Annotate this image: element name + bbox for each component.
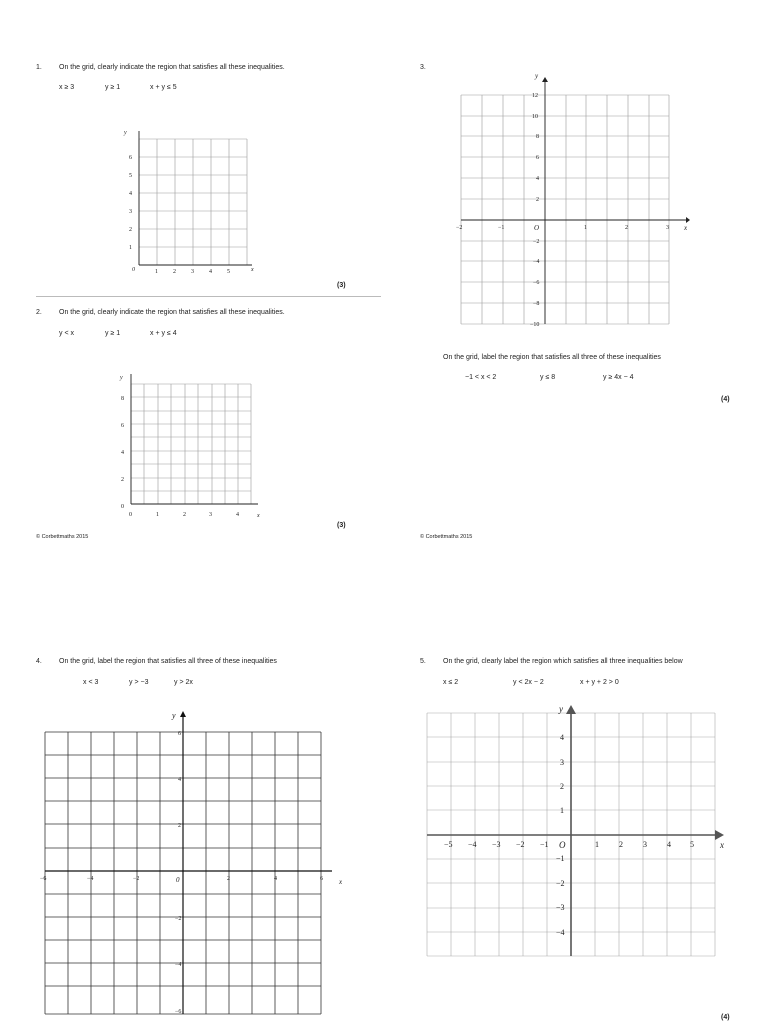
divider [36, 296, 381, 297]
q5-x-label: 3 [643, 840, 647, 849]
q3-y-label: 2 [536, 197, 539, 203]
q3-x-axis-label: x [684, 224, 688, 232]
q5-y-label: −1 [556, 854, 565, 863]
q4-x-label: 6 [320, 876, 323, 882]
q3-y-label: 8 [536, 134, 539, 140]
q3-marks: (4) [721, 396, 730, 403]
q5-x-label: −4 [468, 840, 477, 849]
q5-origin: O [559, 840, 566, 850]
q1-y-label: 3 [129, 209, 132, 215]
q3-inequality-1: −1 < x < 2 [465, 374, 497, 381]
q5-grid[interactable] [420, 700, 732, 962]
q4-instruction: On the grid, label the region that satisfies all three of these inequalities [59, 658, 277, 665]
q5-x-label: −3 [492, 840, 501, 849]
q2-y-label: 2 [121, 477, 124, 483]
q3-inequality-2: y ≤ 8 [540, 374, 556, 381]
q1-y-label: 4 [129, 191, 132, 197]
q2-x-label: 0 [129, 512, 132, 518]
q1-x-label: 5 [227, 269, 230, 275]
q3-y-label: −6 [533, 280, 540, 286]
q5-x-label: 1 [595, 840, 599, 849]
q5-y-label: −2 [556, 879, 565, 888]
q1-x-label: 2 [173, 269, 176, 275]
q2-instruction: On the grid, clearly indicate the region that satisfies all these inequalities. [59, 309, 285, 316]
q2-inequality-1: y < x [59, 330, 74, 337]
q4-y-label: −6 [175, 1009, 182, 1015]
q4-y-label: 2 [178, 823, 181, 829]
q5-x-label: 4 [667, 840, 671, 849]
q3-x-label: −1 [498, 225, 505, 231]
q1-y-label: 5 [129, 173, 132, 179]
q4-x-label: 2 [227, 876, 230, 882]
q3-instruction: On the grid, label the region that satisfies all three of these inequalities [443, 354, 661, 361]
q1-origin: 0 [132, 267, 135, 273]
q2-x-label: 1 [156, 512, 159, 518]
q5-inequality-2: y < 2x − 2 [513, 679, 544, 686]
q2-x-label: 2 [183, 512, 186, 518]
q3-y-label: −2 [533, 239, 540, 245]
q4-x-label: −2 [133, 876, 140, 882]
q2-y-label: 6 [121, 423, 124, 429]
q4-grid[interactable] [36, 704, 351, 1018]
q1-inequality-2: y ≥ 1 [105, 84, 121, 91]
q3-y-label: −4 [533, 259, 540, 265]
q1-gridlines [139, 139, 247, 265]
q4-inequality-2: y > −3 [129, 679, 149, 686]
q1-x-label: 4 [209, 269, 212, 275]
q1-y-label: 6 [129, 155, 132, 161]
q4-y-arrow [180, 711, 186, 717]
q3-y-arrow [542, 77, 548, 82]
q4-x-label: −6 [40, 876, 47, 882]
q4-y-label: −4 [175, 962, 182, 968]
q3-x-label: 1 [584, 225, 587, 231]
q4-inequality-1: x < 3 [83, 679, 99, 686]
q2-y-label: 0 [121, 504, 124, 510]
q2-gridlines [131, 384, 251, 504]
q4-x-label: 4 [274, 876, 277, 882]
q1-marks: (3) [337, 282, 346, 289]
q2-inequality-2: y ≥ 1 [105, 330, 121, 337]
q5-y-label: 1 [560, 806, 564, 815]
q3-inequality-3: y ≥ 4x − 4 [603, 374, 634, 381]
q5-x-label: 2 [619, 840, 623, 849]
q3-y-axis-label: y [535, 72, 539, 80]
q1-grid[interactable] [120, 122, 265, 280]
q2-grid[interactable] [112, 370, 272, 522]
q3-origin: O [534, 224, 540, 232]
q3-y-label: 12 [532, 93, 538, 99]
q1-y-label: 2 [129, 227, 132, 233]
q3-y-label: 4 [536, 176, 539, 182]
q5-y-axis-label: y [559, 704, 563, 714]
q2-x-label: 3 [209, 512, 212, 518]
q2-number: 2. [36, 309, 42, 316]
q5-y-arrow [566, 705, 576, 714]
q3-grid[interactable] [450, 68, 700, 330]
q4-y-label: −2 [175, 916, 182, 922]
q5-x-label: 5 [690, 840, 694, 849]
q5-x-label: −2 [516, 840, 525, 849]
q2-x-label: 4 [236, 512, 239, 518]
q3-x-label: −2 [456, 225, 463, 231]
q3-number: 3. [420, 64, 426, 71]
q5-marks: (4) [721, 1014, 730, 1021]
footer-left: © Corbettmaths 2015 [36, 534, 89, 540]
q1-instruction: On the grid, clearly indicate the region that satisfies all these inequalities. [59, 64, 285, 71]
q4-number: 4. [36, 658, 42, 665]
q5-number: 5. [420, 658, 426, 665]
q4-inequality-3: y > 2x [174, 679, 193, 686]
q4-y-label: 4 [178, 777, 181, 783]
q2-y-axis-label: y [120, 375, 123, 381]
q5-instruction: On the grid, clearly label the region which satisfies all three inequalities below [443, 658, 683, 665]
q3-y-label: −10 [530, 322, 540, 328]
q2-marks: (3) [337, 522, 346, 529]
q5-inequality-3: x + y + 2 > 0 [580, 679, 619, 686]
q1-y-axis-label: y [124, 130, 127, 136]
q5-inequality-1: x ≤ 2 [443, 679, 459, 686]
q4-x-label: −4 [87, 876, 94, 882]
q2-y-label: 4 [121, 450, 124, 456]
q5-x-label: −1 [540, 840, 549, 849]
q3-y-label: 6 [536, 155, 539, 161]
q3-x-label: 3 [666, 225, 669, 231]
q5-x-axis-label: x [720, 840, 724, 850]
q1-x-label: 3 [191, 269, 194, 275]
q1-x-axis-label: x [251, 267, 254, 273]
q5-y-label: −3 [556, 903, 565, 912]
q4-y-axis-label: y [172, 711, 176, 720]
q3-gridlines [461, 95, 669, 324]
q3-y-label: 10 [532, 114, 538, 120]
q1-y-label: 1 [129, 245, 132, 251]
q3-x-label: 2 [625, 225, 628, 231]
q1-number: 1. [36, 64, 42, 71]
q3-y-label: −8 [533, 301, 540, 307]
q4-origin: 0 [176, 876, 180, 884]
q1-x-label: 1 [155, 269, 158, 275]
q4-x-axis-label: x [339, 878, 343, 886]
q2-inequality-3: x + y ≤ 4 [150, 330, 177, 337]
q5-y-label: −4 [556, 928, 565, 937]
q3-x-arrow [686, 217, 690, 223]
q1-inequality-1: x ≥ 3 [59, 84, 75, 91]
q4-y-label: 6 [178, 731, 181, 737]
q1-inequality-3: x + y ≤ 5 [150, 84, 177, 91]
q2-x-axis-label: x [257, 513, 260, 519]
footer-right: © Corbettmaths 2015 [420, 534, 473, 540]
q5-x-label: −5 [444, 840, 453, 849]
q5-y-label: 3 [560, 758, 564, 767]
q5-y-label: 4 [560, 733, 564, 742]
q2-y-label: 8 [121, 396, 124, 402]
q5-y-label: 2 [560, 782, 564, 791]
q5-x-arrow [715, 830, 724, 840]
